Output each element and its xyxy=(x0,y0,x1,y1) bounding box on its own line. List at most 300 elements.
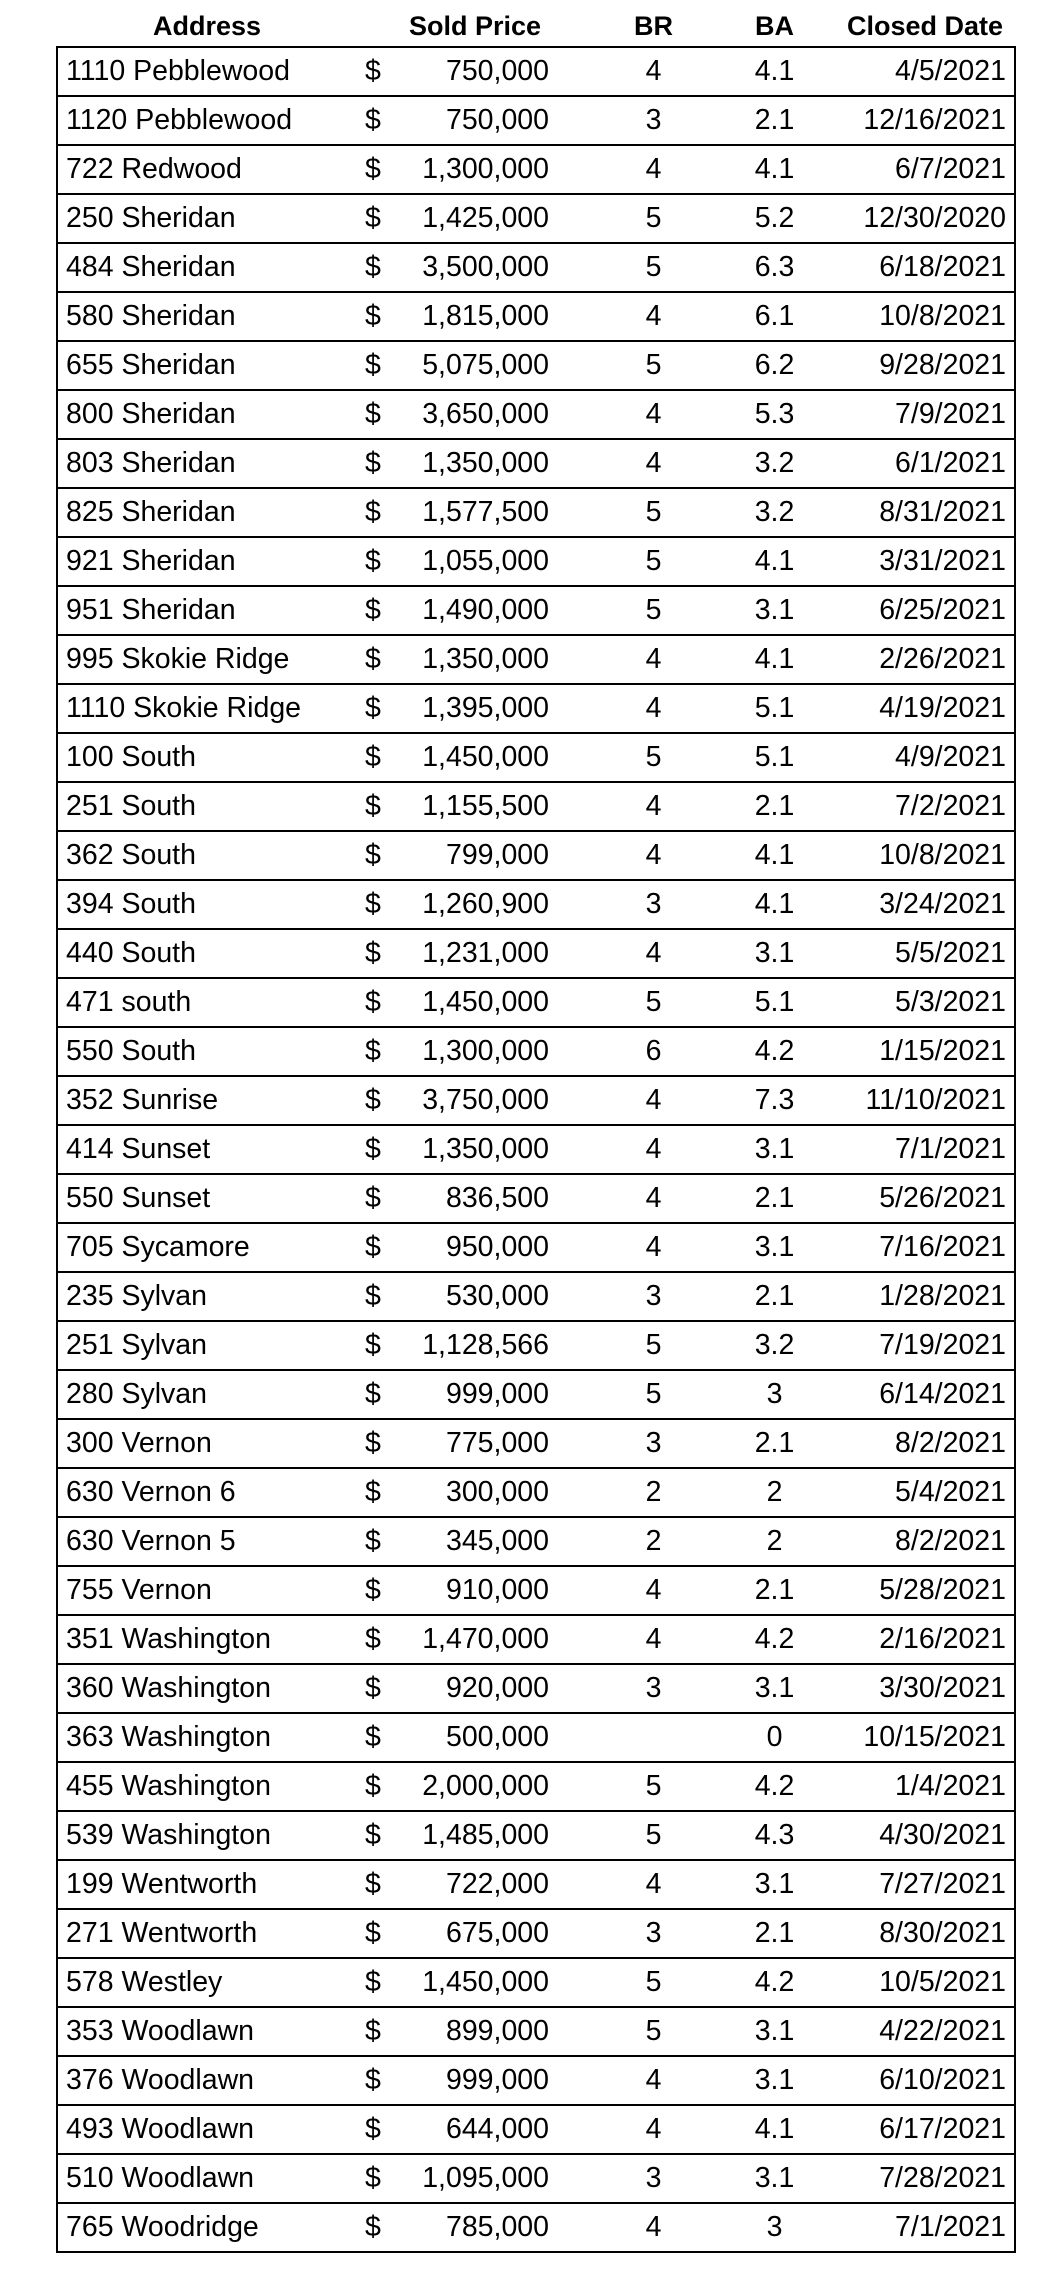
cell-closed-date: 10/15/2021 xyxy=(835,1713,1015,1762)
currency-symbol: $ xyxy=(365,1035,381,1067)
cell-ba: 3.2 xyxy=(714,1321,835,1370)
currency-symbol: $ xyxy=(365,1084,381,1116)
cell-address: 362 South xyxy=(57,831,357,880)
cell-sold-price xyxy=(357,2007,593,2056)
cell-br: 2 xyxy=(593,1517,714,1566)
table-row xyxy=(57,1860,1015,1909)
cell-sold-price xyxy=(357,1713,593,1762)
cell-ba: 5.1 xyxy=(714,978,835,1027)
cell-sold-price xyxy=(357,537,593,586)
cell-sold-price xyxy=(357,733,593,782)
price-amount: 3,750,000 xyxy=(422,1084,549,1116)
currency-symbol: $ xyxy=(365,1133,381,1165)
currency-symbol: $ xyxy=(365,545,381,577)
price-amount: 836,500 xyxy=(445,1182,549,1214)
cell-sold-price xyxy=(357,1517,593,1566)
currency-symbol: $ xyxy=(365,153,381,185)
cell-ba: 4.1 xyxy=(714,635,835,684)
table-row xyxy=(57,586,1015,635)
cell-sold-price xyxy=(357,1321,593,1370)
cell-ba: 3.1 xyxy=(714,586,835,635)
cell-br: 4 xyxy=(593,1076,714,1125)
price-amount: 1,350,000 xyxy=(422,643,549,675)
table-row xyxy=(57,831,1015,880)
cell-sold-price xyxy=(357,145,593,194)
cell-closed-date: 1/15/2021 xyxy=(835,1027,1015,1076)
currency-symbol: $ xyxy=(365,937,381,969)
currency-symbol: $ xyxy=(365,790,381,822)
cell-closed-date: 4/9/2021 xyxy=(835,733,1015,782)
cell-ba: 3.1 xyxy=(714,2154,835,2203)
cell-br: 6 xyxy=(593,1027,714,1076)
cell-br: 4 xyxy=(593,2105,714,2154)
cell-br: 4 xyxy=(593,929,714,978)
currency-symbol: $ xyxy=(365,986,381,1018)
table-row xyxy=(57,1223,1015,1272)
cell-sold-price xyxy=(357,2105,593,2154)
cell-closed-date: 2/16/2021 xyxy=(835,1615,1015,1664)
cell-br: 4 xyxy=(593,684,714,733)
cell-address: 1110 Skokie Ridge xyxy=(57,684,357,733)
cell-br: 5 xyxy=(593,341,714,390)
currency-symbol: $ xyxy=(365,1819,381,1851)
currency-symbol: $ xyxy=(365,1427,381,1459)
cell-ba: 3.1 xyxy=(714,2007,835,2056)
currency-symbol: $ xyxy=(365,1231,381,1263)
table-row xyxy=(57,1468,1015,1517)
cell-address: 1120 Pebblewood xyxy=(57,96,357,145)
currency-symbol: $ xyxy=(365,888,381,920)
currency-symbol: $ xyxy=(365,202,381,234)
cell-sold-price xyxy=(357,1370,593,1419)
cell-closed-date: 6/17/2021 xyxy=(835,2105,1015,2154)
header-ba: BA xyxy=(755,10,794,41)
price-amount: 799,000 xyxy=(445,839,549,871)
table-row xyxy=(57,782,1015,831)
cell-closed-date: 8/2/2021 xyxy=(835,1517,1015,1566)
cell-closed-date: 5/3/2021 xyxy=(835,978,1015,1027)
price-amount: 950,000 xyxy=(445,1231,549,1263)
price-amount: 1,577,500 xyxy=(422,496,549,528)
cell-ba: 4.3 xyxy=(714,1811,835,1860)
cell-ba: 4.1 xyxy=(714,537,835,586)
table-row xyxy=(57,1174,1015,1223)
cell-ba: 3.1 xyxy=(714,1125,835,1174)
currency-symbol: $ xyxy=(365,1966,381,1998)
currency-symbol: $ xyxy=(365,1868,381,1900)
table-row xyxy=(57,929,1015,978)
cell-address: 580 Sheridan xyxy=(57,292,357,341)
price-amount: 1,350,000 xyxy=(422,447,549,479)
cell-closed-date: 7/28/2021 xyxy=(835,2154,1015,2203)
price-amount: 999,000 xyxy=(445,1378,549,1410)
cell-br: 4 xyxy=(593,2056,714,2105)
cell-address: 705 Sycamore xyxy=(57,1223,357,1272)
cell-sold-price xyxy=(357,194,593,243)
currency-symbol: $ xyxy=(365,2211,381,2243)
cell-ba: 2.1 xyxy=(714,1272,835,1321)
cell-br: 5 xyxy=(593,194,714,243)
cell-ba: 5.2 xyxy=(714,194,835,243)
header-sold-price: Sold Price xyxy=(408,10,542,41)
currency-symbol: $ xyxy=(365,398,381,430)
currency-symbol: $ xyxy=(365,300,381,332)
cell-ba: 4.1 xyxy=(714,2105,835,2154)
cell-closed-date: 7/9/2021 xyxy=(835,390,1015,439)
table-row xyxy=(57,47,1015,96)
cell-address: 352 Sunrise xyxy=(57,1076,357,1125)
table-row xyxy=(57,1517,1015,1566)
cell-sold-price xyxy=(357,341,593,390)
cell-sold-price xyxy=(357,1566,593,1615)
currency-symbol: $ xyxy=(365,1672,381,1704)
cell-br: 4 xyxy=(593,390,714,439)
table-row xyxy=(57,1321,1015,1370)
cell-address: 376 Woodlawn xyxy=(57,2056,357,2105)
cell-ba: 6.1 xyxy=(714,292,835,341)
cell-br: 4 xyxy=(593,831,714,880)
table-row xyxy=(57,2154,1015,2203)
cell-closed-date: 7/1/2021 xyxy=(835,2203,1015,2252)
cell-sold-price xyxy=(357,1762,593,1811)
cell-sold-price xyxy=(357,1909,593,1958)
table-row xyxy=(57,1664,1015,1713)
cell-ba: 2.1 xyxy=(714,1419,835,1468)
currency-symbol: $ xyxy=(365,447,381,479)
cell-ba: 3.1 xyxy=(714,1223,835,1272)
cell-address: 493 Woodlawn xyxy=(57,2105,357,2154)
cell-address: 199 Wentworth xyxy=(57,1860,357,1909)
cell-br: 4 xyxy=(593,635,714,684)
price-amount: 1,490,000 xyxy=(422,594,549,626)
cell-ba: 4.1 xyxy=(714,145,835,194)
cell-ba: 3.1 xyxy=(714,2056,835,2105)
price-amount: 999,000 xyxy=(445,2064,549,2096)
cell-sold-price xyxy=(357,96,593,145)
cell-sold-price xyxy=(357,978,593,1027)
cell-closed-date: 8/31/2021 xyxy=(835,488,1015,537)
cell-address: 722 Redwood xyxy=(57,145,357,194)
cell-address: 755 Vernon xyxy=(57,1566,357,1615)
cell-closed-date: 10/5/2021 xyxy=(835,1958,1015,2007)
cell-address: 825 Sheridan xyxy=(57,488,357,537)
cell-ba: 6.2 xyxy=(714,341,835,390)
cell-sold-price xyxy=(357,1027,593,1076)
cell-closed-date: 9/28/2021 xyxy=(835,341,1015,390)
price-amount: 2,000,000 xyxy=(422,1770,549,1802)
cell-br: 5 xyxy=(593,1811,714,1860)
sales-table-sheet xyxy=(56,6,1014,2253)
cell-br: 4 xyxy=(593,439,714,488)
cell-address: 300 Vernon xyxy=(57,1419,357,1468)
table-row xyxy=(57,390,1015,439)
cell-sold-price xyxy=(357,439,593,488)
cell-sold-price xyxy=(357,782,593,831)
price-amount: 1,450,000 xyxy=(422,741,549,773)
cell-sold-price xyxy=(357,1272,593,1321)
price-amount: 3,500,000 xyxy=(422,251,549,283)
cell-sold-price xyxy=(357,1419,593,1468)
cell-address: 251 South xyxy=(57,782,357,831)
cell-ba: 3.2 xyxy=(714,439,835,488)
cell-sold-price xyxy=(357,1125,593,1174)
cell-sold-price xyxy=(357,1811,593,1860)
cell-address: 550 South xyxy=(57,1027,357,1076)
price-amount: 644,000 xyxy=(445,2113,549,2145)
cell-ba: 2 xyxy=(714,1517,835,1566)
currency-symbol: $ xyxy=(365,1329,381,1361)
table-row xyxy=(57,1566,1015,1615)
cell-address: 578 Westley xyxy=(57,1958,357,2007)
currency-symbol: $ xyxy=(365,2162,381,2194)
price-amount: 5,075,000 xyxy=(422,349,549,381)
cell-closed-date: 7/19/2021 xyxy=(835,1321,1015,1370)
cell-br: 3 xyxy=(593,1419,714,1468)
cell-closed-date: 12/16/2021 xyxy=(835,96,1015,145)
price-amount: 345,000 xyxy=(445,1525,549,1557)
price-amount: 722,000 xyxy=(445,1868,549,1900)
cell-br: 5 xyxy=(593,1762,714,1811)
cell-closed-date: 10/8/2021 xyxy=(835,831,1015,880)
price-amount: 1,095,000 xyxy=(422,2162,549,2194)
table-row xyxy=(57,537,1015,586)
price-amount: 1,350,000 xyxy=(422,1133,549,1165)
table-row xyxy=(57,145,1015,194)
cell-ba: 3.2 xyxy=(714,488,835,537)
cell-br: 4 xyxy=(593,1615,714,1664)
cell-br: 4 xyxy=(593,1174,714,1223)
cell-closed-date: 6/25/2021 xyxy=(835,586,1015,635)
cell-br: 4 xyxy=(593,2203,714,2252)
cell-address: 800 Sheridan xyxy=(57,390,357,439)
cell-br: 5 xyxy=(593,1321,714,1370)
cell-ba: 2.1 xyxy=(714,1174,835,1223)
currency-symbol: $ xyxy=(365,643,381,675)
cell-closed-date: 7/1/2021 xyxy=(835,1125,1015,1174)
cell-ba: 5.3 xyxy=(714,390,835,439)
header-address: Address xyxy=(152,10,262,41)
table-row xyxy=(57,635,1015,684)
cell-closed-date: 7/2/2021 xyxy=(835,782,1015,831)
cell-sold-price xyxy=(357,488,593,537)
cell-address: 235 Sylvan xyxy=(57,1272,357,1321)
table-row xyxy=(57,1811,1015,1860)
table-row xyxy=(57,1615,1015,1664)
cell-br: 4 xyxy=(593,1125,714,1174)
cell-address: 550 Sunset xyxy=(57,1174,357,1223)
cell-address: 100 South xyxy=(57,733,357,782)
cell-ba: 4.1 xyxy=(714,831,835,880)
price-amount: 1,470,000 xyxy=(422,1623,549,1655)
cell-sold-price xyxy=(357,831,593,880)
cell-br: 5 xyxy=(593,2007,714,2056)
currency-symbol: $ xyxy=(365,1280,381,1312)
cell-closed-date: 10/8/2021 xyxy=(835,292,1015,341)
cell-address: 351 Washington xyxy=(57,1615,357,1664)
table-row xyxy=(57,1909,1015,1958)
table-row xyxy=(57,1370,1015,1419)
cell-ba: 2.1 xyxy=(714,1909,835,1958)
table-row xyxy=(57,1713,1015,1762)
cell-address: 1110 Pebblewood xyxy=(57,47,357,96)
cell-closed-date: 7/16/2021 xyxy=(835,1223,1015,1272)
table-row xyxy=(57,684,1015,733)
cell-ba: 7.3 xyxy=(714,1076,835,1125)
cell-address: 394 South xyxy=(57,880,357,929)
price-amount: 920,000 xyxy=(445,1672,549,1704)
cell-ba: 5.1 xyxy=(714,733,835,782)
table-row xyxy=(57,2056,1015,2105)
currency-symbol: $ xyxy=(365,1525,381,1557)
cell-ba: 2.1 xyxy=(714,782,835,831)
cell-br: 4 xyxy=(593,292,714,341)
cell-address: 440 South xyxy=(57,929,357,978)
cell-br: 4 xyxy=(593,1860,714,1909)
cell-sold-price xyxy=(357,929,593,978)
currency-symbol: $ xyxy=(365,692,381,724)
cell-ba: 5.1 xyxy=(714,684,835,733)
cell-sold-price xyxy=(357,880,593,929)
cell-ba: 2 xyxy=(714,1468,835,1517)
currency-symbol: $ xyxy=(365,104,381,136)
cell-closed-date: 6/18/2021 xyxy=(835,243,1015,292)
cell-closed-date: 4/19/2021 xyxy=(835,684,1015,733)
cell-br: 2 xyxy=(593,1468,714,1517)
price-amount: 910,000 xyxy=(445,1574,549,1606)
cell-address: 251 Sylvan xyxy=(57,1321,357,1370)
cell-closed-date: 6/10/2021 xyxy=(835,2056,1015,2105)
cell-sold-price xyxy=(357,1076,593,1125)
cell-closed-date: 7/27/2021 xyxy=(835,1860,1015,1909)
table-row xyxy=(57,1958,1015,2007)
price-amount: 1,231,000 xyxy=(422,937,549,969)
cell-address: 539 Washington xyxy=(57,1811,357,1860)
cell-sold-price xyxy=(357,2056,593,2105)
price-amount: 1,128,566 xyxy=(422,1329,549,1361)
header-row xyxy=(57,6,1015,47)
price-amount: 1,155,500 xyxy=(422,790,549,822)
price-amount: 530,000 xyxy=(445,1280,549,1312)
cell-closed-date: 8/30/2021 xyxy=(835,1909,1015,1958)
cell-br: 5 xyxy=(593,243,714,292)
cell-closed-date: 3/24/2021 xyxy=(835,880,1015,929)
sales-table xyxy=(56,6,1016,2253)
header-closed-date: Closed Date xyxy=(846,10,1004,41)
cell-sold-price xyxy=(357,390,593,439)
price-amount: 1,450,000 xyxy=(422,986,549,1018)
currency-symbol: $ xyxy=(365,349,381,381)
currency-symbol: $ xyxy=(365,55,381,87)
cell-sold-price xyxy=(357,2203,593,2252)
cell-closed-date: 1/4/2021 xyxy=(835,1762,1015,1811)
cell-ba: 3.1 xyxy=(714,1664,835,1713)
cell-closed-date: 8/2/2021 xyxy=(835,1419,1015,1468)
price-amount: 675,000 xyxy=(445,1917,549,1949)
cell-ba: 4.1 xyxy=(714,880,835,929)
cell-br: 5 xyxy=(593,537,714,586)
price-amount: 1,055,000 xyxy=(422,545,549,577)
currency-symbol: $ xyxy=(365,1623,381,1655)
table-row xyxy=(57,488,1015,537)
cell-br: 5 xyxy=(593,1958,714,2007)
cell-closed-date: 5/28/2021 xyxy=(835,1566,1015,1615)
cell-sold-price xyxy=(357,47,593,96)
currency-symbol: $ xyxy=(365,1378,381,1410)
cell-sold-price xyxy=(357,635,593,684)
cell-br: 4 xyxy=(593,47,714,96)
cell-address: 765 Woodridge xyxy=(57,2203,357,2252)
cell-sold-price xyxy=(357,243,593,292)
cell-closed-date: 5/4/2021 xyxy=(835,1468,1015,1517)
cell-sold-price xyxy=(357,1223,593,1272)
cell-ba: 3.1 xyxy=(714,1860,835,1909)
table-row xyxy=(57,2007,1015,2056)
currency-symbol: $ xyxy=(365,2113,381,2145)
cell-ba: 4.2 xyxy=(714,1027,835,1076)
cell-br xyxy=(593,1713,714,1762)
cell-ba: 3 xyxy=(714,1370,835,1419)
cell-br: 4 xyxy=(593,782,714,831)
cell-sold-price xyxy=(357,1468,593,1517)
price-amount: 1,395,000 xyxy=(422,692,549,724)
cell-ba: 0 xyxy=(714,1713,835,1762)
cell-br: 5 xyxy=(593,586,714,635)
cell-address: 471 south xyxy=(57,978,357,1027)
cell-address: 414 Sunset xyxy=(57,1125,357,1174)
currency-symbol: $ xyxy=(365,2064,381,2096)
table-row xyxy=(57,439,1015,488)
cell-sold-price xyxy=(357,292,593,341)
cell-address: 271 Wentworth xyxy=(57,1909,357,1958)
currency-symbol: $ xyxy=(365,496,381,528)
cell-closed-date: 4/22/2021 xyxy=(835,2007,1015,2056)
price-amount: 3,650,000 xyxy=(422,398,549,430)
currency-symbol: $ xyxy=(365,1770,381,1802)
cell-ba: 4.2 xyxy=(714,1615,835,1664)
cell-ba: 2.1 xyxy=(714,96,835,145)
cell-closed-date: 11/10/2021 xyxy=(835,1076,1015,1125)
currency-symbol: $ xyxy=(365,1917,381,1949)
table-row xyxy=(57,1419,1015,1468)
price-amount: 750,000 xyxy=(445,55,549,87)
currency-symbol: $ xyxy=(365,2015,381,2047)
price-amount: 1,300,000 xyxy=(422,153,549,185)
cell-br: 3 xyxy=(593,96,714,145)
cell-br: 3 xyxy=(593,2154,714,2203)
cell-sold-price xyxy=(357,1664,593,1713)
cell-ba: 4.1 xyxy=(714,47,835,96)
table-row xyxy=(57,292,1015,341)
price-amount: 300,000 xyxy=(445,1476,549,1508)
table-row xyxy=(57,1076,1015,1125)
cell-address: 921 Sheridan xyxy=(57,537,357,586)
table-row xyxy=(57,2105,1015,2154)
cell-address: 455 Washington xyxy=(57,1762,357,1811)
cell-br: 3 xyxy=(593,1272,714,1321)
cell-closed-date: 5/5/2021 xyxy=(835,929,1015,978)
cell-sold-price xyxy=(357,586,593,635)
price-amount: 899,000 xyxy=(445,2015,549,2047)
cell-closed-date: 4/5/2021 xyxy=(835,47,1015,96)
cell-br: 4 xyxy=(593,145,714,194)
table-row xyxy=(57,1027,1015,1076)
cell-address: 280 Sylvan xyxy=(57,1370,357,1419)
cell-closed-date: 4/30/2021 xyxy=(835,1811,1015,1860)
cell-closed-date: 3/31/2021 xyxy=(835,537,1015,586)
cell-br: 5 xyxy=(593,488,714,537)
cell-address: 510 Woodlawn xyxy=(57,2154,357,2203)
cell-address: 250 Sheridan xyxy=(57,194,357,243)
